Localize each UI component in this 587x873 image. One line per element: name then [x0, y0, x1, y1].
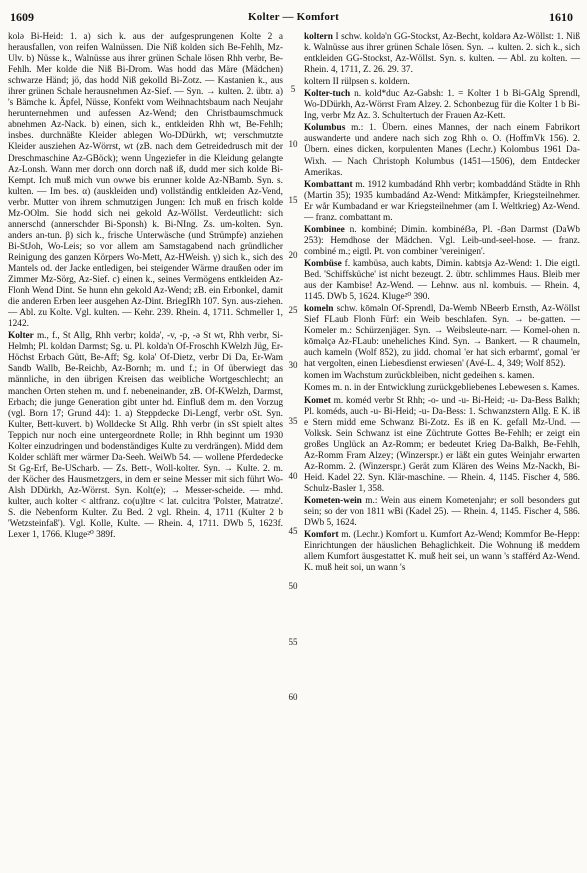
dictionary-entry	[304, 396, 580, 495]
dictionary-entry	[304, 530, 580, 574]
dictionary-entry	[304, 371, 580, 382]
right-column	[304, 32, 580, 574]
entry-text: kolə Bi-Heid: 1. a) sich k. aus der aufgesprungenen Kolte 2 a herausfallen, von reifen Walnüssen. Die Niß kolden sich Be-Fehlh, Mz-Ulv. b) Nüsse k., Walnüsse aus ihrer grünen Schale lösen Rhh verbr, Be-Fehlh. Mer kolde die Niß Bi-Drom. Was hodd das Märe (Mädchen) schwarze Händ; jö, das hodd Niß gekolld Bi-Zotz. — Kastanien k., aus ihrer grünen Schale herausnehmen Az-Sief. — Syn. → kulten. 2. übtr. a) 's Bämche k. Äpfel, Nüsse, Konfekt vom Weihnachtsbaum nach Neujahr herunternehmen und aufessen Az-Wend; den Christbaumschmuck abnehmen Az-Nack. b) einen, sich k., entkleiden Rhh wt, Be-Fehlh; insbes. durchnäßte Kleider ablegen Wo-DDürkh, wt; verschmutzte Kleider ausziehen Az-Wörrst, wt (zB. nach dem Getreidedrusch mit der Dreschmaschine Az-GBöck); wenn Ungeziefer in die Kleidung gelangte Az-Lonsh. Wann mer dorch onn dorch naß iß, dudd mer sich kolde Bi-Kempt. Ich muß mich vun owwe bis erunner kolde Az-NBamb. Syn. s. kulten. — Im bes. α) (auskleiden und) vollständig entkleiden Az-Vend, verbr. Mutter von ihrem schmutzigen Jungen: Ich muß en frisch kolde Mz-OOlm. Sie hodd sich nei gekold Az-Wöllst. Verdeutlicht: sich annerschd (annerschder Bi-Sponsh) k. Bi-NIng. Zs. um-kolten. Syn. anders an-tun. β) sich k., frische Unterwäsche (und Strümpfe) anziehen Bi-StJoh, Wo-Leis; so vor allem am Samstagabend nach gründlicher Reinigung des ganzen Körpers Wo-Mett, Az-HWeish. γ) sich k., sich des Mantels od. der Jacke entledigen, bei steigender Wärme draußen oder im Zimmer Mz-Sörg, Az-Sief. c) einen k., seines Vermögens entkleiden Az-Flonh Wend Dint. Se hunn ehn gekold Az-Wend; zB. ein Erbonkel, damit die anderen Erben leer ausgehen Az-Dint. BriegIRh 107. Syn. aus-ziehen. — Abl. zu Kolte. Vgl. kulten. — Kehr. 239. Rhein. 4, 1711. Schmeller 1, 1242.	[8, 32, 283, 330]
line-number: 60	[288, 691, 298, 702]
entry-text: komen im Wachstum zurückbleiben, nicht gedeihen s. kamen.	[304, 371, 535, 382]
dictionary-entry	[304, 32, 580, 76]
running-head: Kolter — Komfort	[248, 11, 339, 23]
entry-text: m.: 1. Übern. eines Mannes, der nach einem Fabrikort auswanderte und andere nach sich zog Rhh o. O. (HoffmVk 156). 2. Übern. eines dicken, korpulenten Manes (Lechr.) Kolombus 1961 Da-Wixh. — Nach Christoph Kolumbus (1451—1506), dem Entdecker Amerikas.	[304, 123, 580, 178]
entry-headword: komeln	[304, 304, 334, 315]
dictionary-entry	[8, 32, 283, 330]
line-number: 5	[290, 84, 296, 95]
entry-headword: Komet	[304, 395, 331, 406]
entry-text: m.: Wein aus einem Kometenjahr; er soll besonders gut sein; so der von 1811 wBi (Kadel 25). — Rhein. 4, 1145. Fischer 4, 586. DWb 5, 1624.	[304, 495, 580, 529]
entry-text: m. (Lechr.) Komfort u. Kumfort Az-Wend; Kommfor Be-Hepp: Einrichtungen der häuslichen Behaglichkeit. Die Wohnung iß meddem allem Kumfort äusgestattet K. muß heit sei, un wann 's stafférd Az-Wend. K. muß heit soi, un wann 's	[304, 530, 580, 574]
entry-text: n. kombiné; Dimin. kombinéẞə, Pl. -ẞən Darmst (DaWb 253): Hemdhose der Mädchen. Vgl. Leib-und-seel-hose. — franz. combiné m.; eigtl. Pt. von combiner 'vereinigen'.	[304, 224, 580, 257]
entry-text: m., f., St Allg, Rhh verbr; koldə', -v, -p, -ə St wt, Rhh verbr, Si-Helmh; Pl. koldən Darmst; Sg. u. Pl. koldə'n Of-Froschh KWelzh Jüg, Er-Höchst Erbach Gütt, Be-Aff; Sg. kolə' Of-Dietz, verbr Di Da, Er-Wam Sandb Wallb, Be-Reichb, Az-Bornh; m. und f.; in Of überwiegt das männliche, in den übrigen Kreisen das weibliche Wortgeschlecht; an manchen Orten stehen m. und f. nebeneinander, zB. Of-KWelzh, Darmst, Erbach; die junge Generation gibt unter hd. Einfluß dem m. den Vorzug (vgl. Born 17; Grund 44): 1. a) Steppdecke Di-Lengf, verbr oSt. Syn. Kulter, Bett-kuvert. b) Wolldecke St Allg. Rhh verbr (in sSt spielt altes Teppich nur noch eine untergeordnete Rolle; in Rhh beginnt um 1930 Kolter einzudringen und bodenständiges Kulte zu verdrängen). Midd dem Kolder schläft mer wärmer Da-Seeh. WeiWb 54. — wollene Pferdedecke St Gg-Erf, Be-UScharb. — Zs. Bett-, Woll-kolter. Syn. → Kulte. 2. m. der Köcher des Hausmetzgers, in dem er seine Messer mit sich führt Wo-Alsh DDürkh, Az-Wörrst. Syn. Kolt(e); → Messer-scheide. — mhd. kulter, auch kolter < altfranz. co(u)ltre < lat. culcitra 'Polster, Matratze'. S. die Nebenform Kulter. Zu Bed. 2 vgl. Rhein. 4, 1711 (Kulter 2 b 'Wetzsteinfaß'). Vgl. Kolle, Kulte. — Rhein. 4, 1711. DWb 5, 1623f. Lexer 1, 1766. Kluge²⁰ 389f.	[8, 331, 283, 541]
dictionary-entry	[304, 496, 580, 529]
entry-text: schw. kōməln Of-Sprendl, Da-Wemb NBeerb Ernsth, Az-Wöllst Sief FLaub Flonh Fürf: ein Weib beschlafen. Syn. → be-gatten. — Komeler m.: Schürzenjäger. Syn. → Weibsleute-narr. — Komel-ohen n. kōməlçə Az-FLaub: uneheliches Kind. Syn. → Bankert. — R chaumeln, auch kameln (Wolf 852), zu jidd. chomal 'er hat sich erbarmt', gomal 'er hat vergolten, einen Liebesdienst erwiesen' (Avé-L. 4, 349; Wolf 852).	[304, 304, 580, 370]
page-header	[0, 0, 587, 26]
line-number: 40	[288, 470, 298, 481]
entry-headword: Komfort	[304, 530, 339, 541]
line-number: 30	[288, 360, 298, 371]
entry-text: Komes m. n. in der Entwicklung zurückgebliebenes Lebewesen s. Kames.	[304, 383, 580, 394]
line-number: 55	[288, 636, 298, 647]
left-column	[8, 32, 283, 541]
page-number-right: 1610	[549, 10, 573, 24]
dictionary-entry	[8, 331, 283, 541]
dictionary-entry	[304, 304, 580, 370]
entry-headword: Kometen-wein	[304, 495, 362, 506]
dictionary-entry	[304, 180, 580, 224]
entry-text: m. 1912 kumbadánd Rhh verbr; kombaddánd Städte in Rhh (Martin 35); 1935 kumbadánd Az-Wend: Mitkämpfer, Kriegsteilnehmer. Er wår Kumbadand er war Kriegsteilnehmer (am I. Weltkrieg) Az-Wend. — franz. combattant m.	[304, 179, 580, 223]
entry-text: I schw. koldə'n GG-Stockst, Az-Becht, koldərə Az-Wöllst: 1. Niß k. Walnüsse aus ihrer grünen Schale lösen. Syn. → kulten. 2. sich k., sich entkleiden GG-Stockst, Az-Wöllst. Syn. s. kulten. — Abl. zu kolten. — Rhein. 4, 1711, Z. 26. 29. 37.	[304, 32, 580, 76]
entry-text: n. kold*duc Az-Gabsh: 1. = Kolter 1 b Bi-GAlg Sprendl, Wo-DDürkh, Az-Wörrst Fram Alzey. 2. Schonbezug für die Kolter 1 b Bi-Ing, verbr Mz Az. 3. Schultertuch der Frauen Az-Kett.	[304, 89, 580, 122]
dictionary-entry	[304, 225, 580, 258]
entry-headword: Kombüse	[304, 258, 342, 269]
line-number: 25	[288, 305, 298, 316]
line-number: 10	[288, 139, 298, 150]
entry-headword: Kombattant	[304, 179, 353, 190]
dictionary-entry	[304, 259, 580, 303]
entry-text: koltern II rülpsen s. koldern.	[304, 77, 410, 88]
entry-headword: koltern	[304, 32, 333, 42]
dictionary-entry	[304, 383, 580, 394]
line-number: 50	[288, 581, 298, 592]
line-number: 35	[288, 415, 298, 426]
line-number: 20	[288, 249, 298, 260]
entry-headword: Kolter	[8, 331, 34, 342]
entry-headword: Kolter-tuch	[304, 89, 351, 100]
line-number: 45	[288, 526, 298, 537]
dictionary-entry	[304, 123, 580, 178]
dictionary-entry	[304, 89, 580, 122]
entry-text: m. koméd verbr St Rhh; -o- und -u- Bi-Heid; -u- Da-Bess Balkh; Pl. koméds, auch -u- Bi-Heid; -u- Da-Bess: 1. Schwanzstern Allg. E K. iß e Stern midd eme Schwanz Bi-Zotz. Es iß en K. gefall Mz-Und. — Volksk. Sein Schwanz ist eine Züchtrute Gottes Be-Fehlh; er zeigt ein großes Unglück an Az-Romm; er bedeutet Krieg Da-Balkh, Be-Fehlh, Az-Romm Fram Alzey; (Winzerspr.) er läßt ein gutes Weinjahr erwarten Az-Romm. 2. (Winzerspr.) Gerät zum Klären des Weins Mz-Nackh, Bi-Heid. Kadel 22. Syn. Klär-maschine. — Rhein. 4, 1145. Fischer 4, 586. Schulz-Basler 1, 358.	[304, 395, 580, 494]
line-number: 15	[288, 194, 298, 205]
entry-headword: Kombinee	[304, 224, 345, 235]
entry-text: f. kambüsə, auch kabts, Dimin. kabtsjə Az-Wend: 1. Die eigtl. Bed. 'Schiffsküche' ist nicht bezeugt. 2. übtr. schlimmes Haus. Bleib mer aus der Kambise! Az-Wend. — Lehnw. aus nl. kombuis. — Rhein. 4, 1145. DWb 5, 1624. Kluge²⁰ 390.	[304, 258, 580, 303]
dictionary-entry	[304, 77, 580, 88]
page-number-left: 1609	[10, 10, 34, 24]
entry-headword: Kolumbus	[304, 123, 346, 134]
